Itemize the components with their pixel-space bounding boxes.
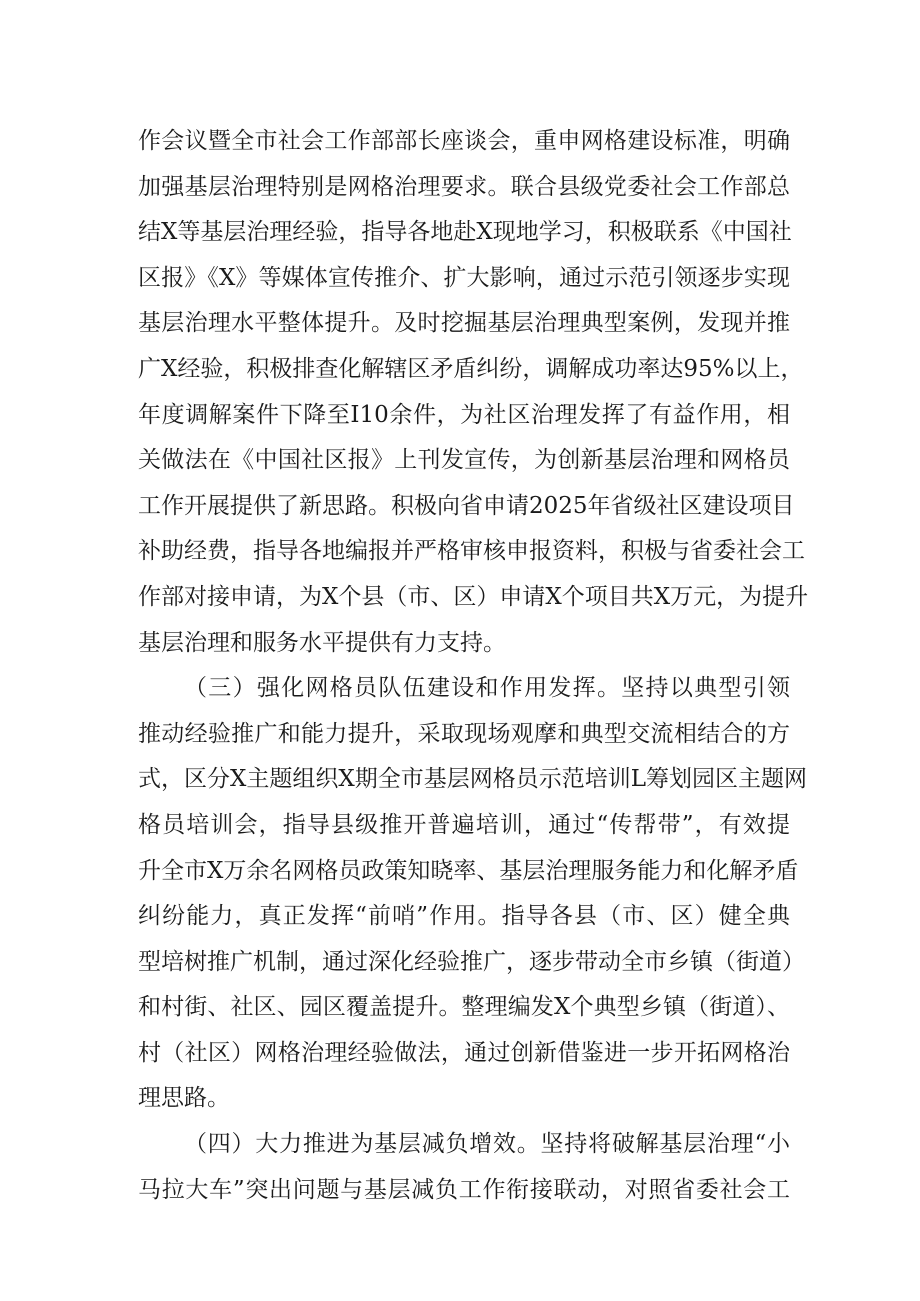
- text-line: 基层治理水平整体提升。及时挖掘基层治理典型案例，发现并推: [138, 310, 790, 337]
- text-line: 工作开展提供了新思路。积极向省申请2025年省级社区建设项目: [138, 492, 795, 519]
- text-line: 作部对接申请，为X个县（市、区）申请X个项目共X万元，为提升: [138, 583, 809, 610]
- paragraph-end-line: 理思路。: [138, 1085, 230, 1112]
- text-line: 加强基层治理特别是网格治理要求。联合县级党委社会工作部总: [138, 173, 790, 200]
- text-line: 马拉大车”突出问题与基层减负工作衔接联动，对照省委社会工: [138, 1176, 790, 1203]
- text-line: 和村街、社区、园区覆盖提升。整理编发X个典型乡镇（街道）、: [138, 994, 790, 1021]
- text-line: 纠纷能力，真正发挥“前哨”作用。指导各县（市、区）健全典: [138, 903, 790, 930]
- text-line: 型培树推广机制，通过深化经验推广，逐步带动全市乡镇（街道）: [138, 948, 805, 975]
- text-line: 推动经验推广和能力提升，采取现场观摩和典型交流相结合的方: [138, 720, 790, 747]
- section-heading-line: （四）大力推进为基层减负增效。坚持将破解基层治理“小: [184, 1131, 790, 1158]
- section-heading-line: （三）强化网格员队伍建设和作用发挥。坚持以典型引领: [184, 675, 790, 702]
- text-line: 格员培训会，指导县级推开普遍培训，通过“传帮带”，有效提: [138, 811, 790, 838]
- text-line: 作会议暨全市社会工作部部长座谈会，重申网格建设标准，明确: [138, 128, 790, 154]
- text-line: 村（社区）网格治理经验做法，通过创新借鉴进一步开拓网格治: [138, 1039, 790, 1066]
- text-line: 补助经费，指导各地编报并严格审核申报资料，积极与省委社会工: [138, 538, 805, 565]
- paragraph-end-line: 基层治理和服务水平提供有力支持。: [138, 629, 506, 656]
- text-line: 广X经验，积极排查化解辖区矛盾纠纷，调解成功率达95%以上，: [138, 355, 804, 382]
- text-line: 结X等基层治理经验，指导各地赴X现地学习，积极联系《中国社: [138, 219, 792, 246]
- text-line: 年度调解案件下降至I10余件，为社区治理发挥了有益作用，相: [138, 401, 790, 428]
- text-line: 关做法在《中国社区报》上刊发宣传，为创新基层治理和网格员: [138, 447, 790, 474]
- text-line: 区报》《X》等媒体宣传推介、扩大影响，通过示范引领逐步实现: [138, 264, 790, 291]
- document-body: [138, 119, 809, 1213]
- text-line: 升全市X万余名网格员政策知晓率、基层治理服务能力和化解矛盾: [138, 857, 799, 884]
- text-line: 式，区分X主题组织X期全市基层网格员示范培训L筹划园区主题网: [138, 766, 808, 793]
